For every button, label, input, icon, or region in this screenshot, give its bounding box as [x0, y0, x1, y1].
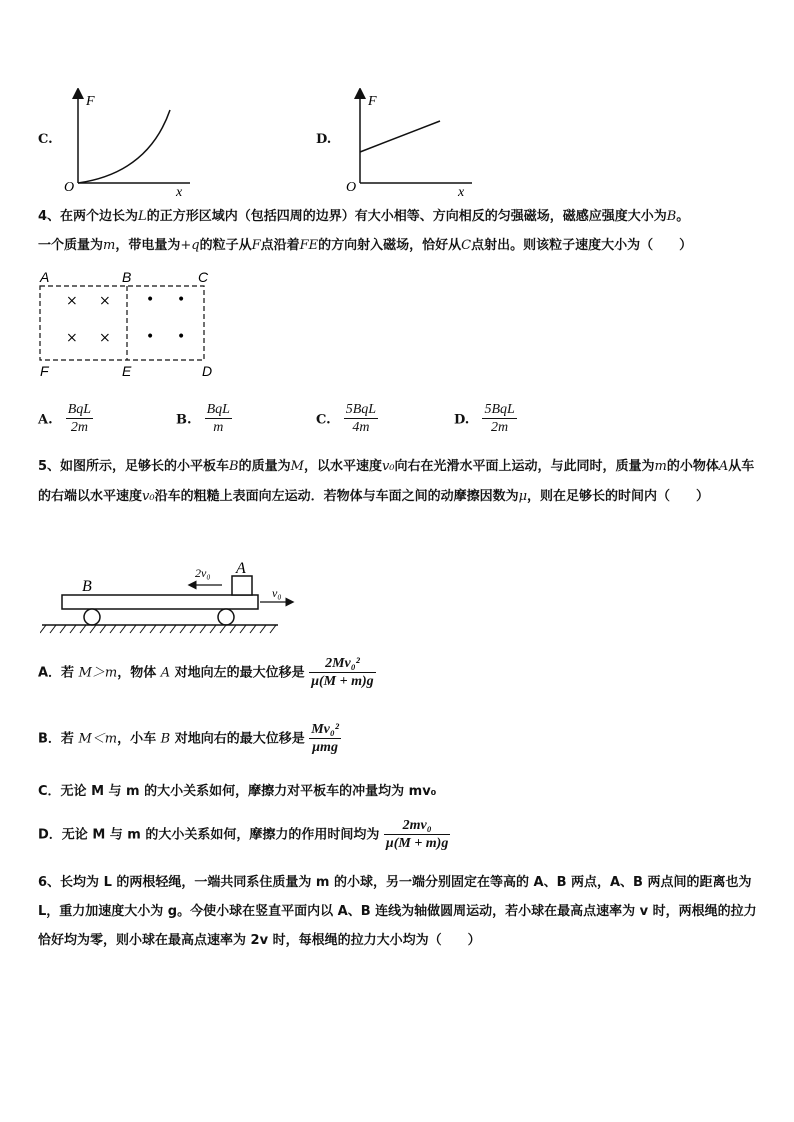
cart-board	[62, 595, 258, 609]
label-v-left: 2v₀	[195, 566, 211, 580]
field-out-dot: •	[177, 292, 186, 308]
label-v-right: v₀	[272, 586, 282, 600]
field-into-cross: ×	[99, 330, 111, 346]
graph-c-y-label: F	[86, 94, 95, 109]
field-into-cross: ×	[66, 330, 78, 346]
graph-d-line	[360, 121, 440, 152]
q4-option-c[interactable]: C. $\frac{\text{5BqL}}{4m}$	[316, 402, 377, 435]
cart-wheel-left	[84, 609, 100, 625]
field-out-dot: •	[146, 329, 155, 345]
graph-d-y-label: F	[368, 94, 377, 109]
q4-option-a[interactable]: A. $\frac{\text{BqL}}{2m}$	[38, 402, 92, 435]
option-d-letter: D.	[316, 132, 332, 147]
label-a: A	[40, 269, 50, 285]
graph-c-curve	[78, 110, 170, 183]
q5-option-b[interactable]: B．若 M＜m，小车 B 对地向右的最大位移是 $\frac{\text{Mv₀²}}{\text{μmg}}$	[38, 722, 339, 755]
graph-c	[58, 88, 198, 198]
q5-option-a[interactable]: A．若 M＞m，物体 A 对地向左的最大位移是 $\frac{\text{2Mv₀²}}{\mu(M + m)g}$	[38, 656, 374, 689]
field-out-dot: •	[146, 292, 155, 308]
graph-c-origin: O	[64, 180, 75, 195]
q4-option-b[interactable]: B. $\frac{\text{BqL}}{m}$	[176, 402, 230, 435]
cart-wheel-right	[218, 609, 234, 625]
q5-cart-diagram	[40, 555, 310, 637]
q4-option-d[interactable]: D. $\frac{\text{5BqL}}{2m}$	[454, 402, 515, 435]
label-block-a: A	[236, 560, 246, 577]
label-f: F	[40, 363, 49, 379]
graph-c-x-label: x	[176, 185, 183, 198]
q4-magnetic-field-diagram	[34, 268, 224, 383]
field-out-dot: •	[177, 329, 186, 345]
ground-hatching	[40, 625, 276, 633]
label-e: E	[122, 363, 132, 379]
option-c-letter: C.	[38, 132, 53, 147]
graph-d	[340, 88, 480, 198]
graph-d-x-label: x	[458, 185, 465, 198]
label-c: C	[198, 269, 209, 285]
block-a	[232, 576, 252, 595]
question-4-text: 4、在两个边长为L的正方形区域内（包括四周的边界）有大小相等、方向相反的匀强磁场，磁感应强度大小为B。 一个质量为m，带电量为+q的粒子从F点沿着FE的方向射入磁场，恰好从C点射出。则该粒子速度大小为（ ）	[38, 209, 693, 253]
field-into-cross: ×	[99, 293, 111, 309]
label-d: D	[202, 363, 213, 379]
field-into-cross: ×	[66, 293, 78, 309]
graph-d-origin: O	[346, 180, 357, 195]
label-b: B	[122, 269, 132, 285]
q5-option-c[interactable]: C．无论 M 与 m 的大小关系如何，摩擦力对平板车的冲量均为 mv₀	[38, 784, 437, 799]
question-6-text: 6、长均为 L 的两根轻绳，一端共同系住质量为 m 的小球，另一端分别固定在等高的 A、B 两点，A、B 两点间的距离也为 L，重力加速度大小为 g。今使小球在竖直平面内以 A、B 连线为轴做圆周运动，若小球在最高点速率为 v 时，两根绳的拉力恰好均为零，则小球在最高点速率为 2v 时，每根绳的拉力大小均为（ ）	[38, 875, 757, 948]
question-5-text: 5、如图所示，足够长的小平板车B的质量为M，以水平速度v₀向右在光滑水平面上运动，与此同时，质量为m的小物体A从车的右端以水平速度v₀沿车的粗糙上表面向左运动．若物体与车面之间的动摩擦因数为μ，则在足够长的时间内（ ）	[38, 459, 755, 504]
label-cart-b: B	[82, 578, 92, 595]
q5-option-d[interactable]: D．无论 M 与 m 的大小关系如何，摩擦力的作用时间均为 $\frac{\text{2mv₀}}{\mu(M + m)g}$	[38, 818, 449, 851]
